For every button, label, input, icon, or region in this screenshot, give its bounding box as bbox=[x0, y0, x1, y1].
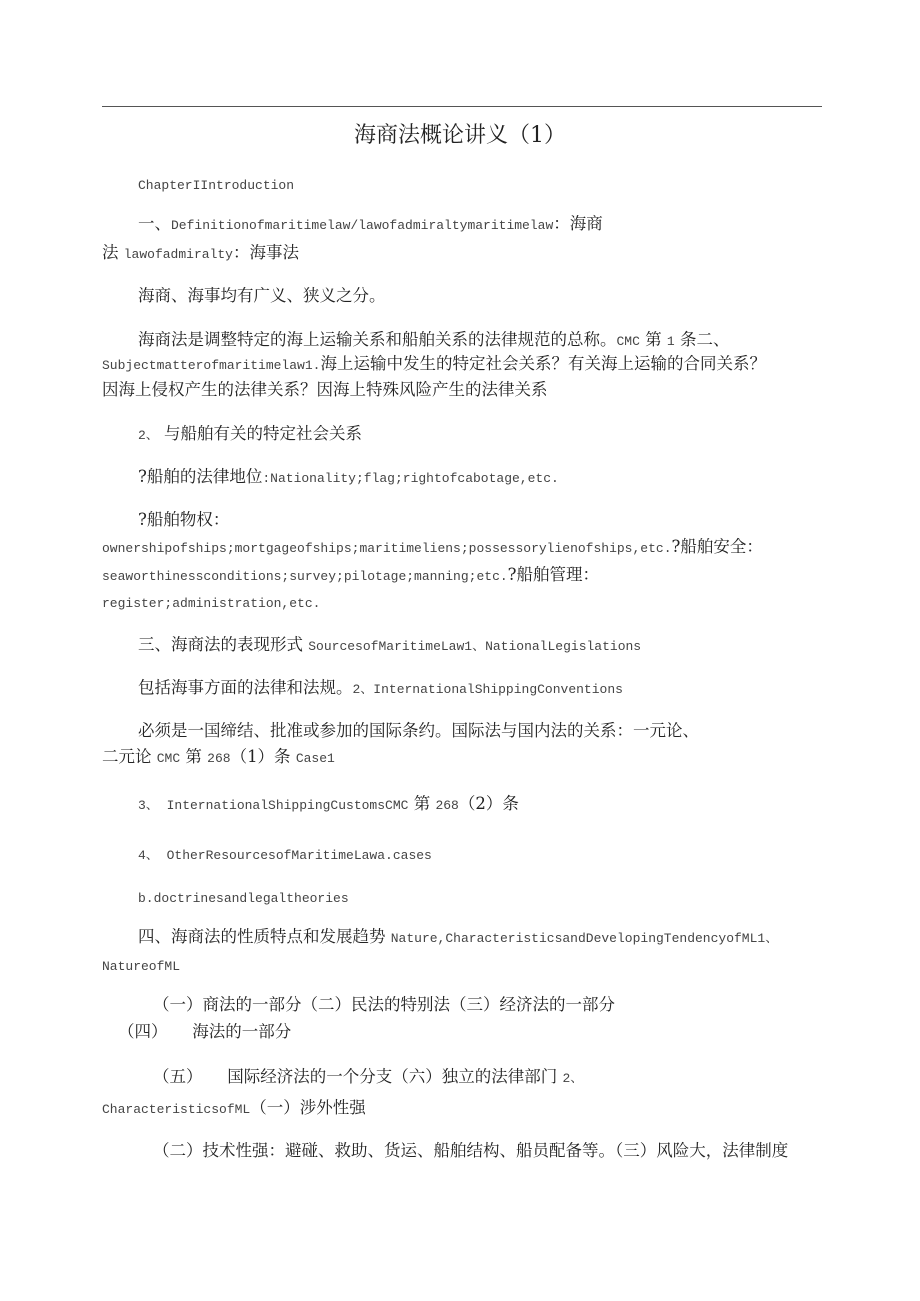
text-line bbox=[138, 329, 729, 353]
text-segment: 四、海商法的性质特点和发展趋势 bbox=[138, 927, 391, 946]
text-segment: 2、InternationalShippingConventions bbox=[352, 682, 623, 697]
text-line bbox=[102, 353, 766, 377]
text-segment: （一）涉外性强 bbox=[250, 1098, 366, 1117]
text-line bbox=[138, 793, 519, 817]
text-segment: 一、 bbox=[138, 214, 171, 233]
text-line bbox=[102, 591, 320, 615]
text-line bbox=[102, 954, 180, 978]
text-line bbox=[138, 926, 778, 950]
text-segment: （四） 海法的一部分 bbox=[118, 1022, 292, 1041]
text-line bbox=[138, 886, 349, 910]
text-line bbox=[102, 536, 763, 560]
text-segment: 海商法是调整特定的海上运输关系和船舶关系的法律规范的总称。 bbox=[138, 330, 617, 349]
text-segment: 2、 bbox=[138, 428, 159, 443]
text-segment: （2）条 bbox=[458, 794, 519, 813]
text-line bbox=[102, 1097, 366, 1121]
text-segment: 3、 InternationalShippingCustomsCMC bbox=[138, 798, 409, 813]
text-segment: ChapterIIntroduction bbox=[138, 178, 295, 193]
text-line bbox=[138, 423, 362, 447]
text-segment: 第 bbox=[408, 794, 436, 813]
text-segment: ?船舶管理： bbox=[507, 565, 600, 584]
text-segment: 海上运输中发生的特定社会关系？有关海上运输的合同关系？ bbox=[320, 354, 766, 373]
text-line bbox=[102, 564, 599, 588]
text-segment: 与船舶有关的特定社会关系 bbox=[158, 424, 363, 443]
text-segment: 因海上侵权产生的法律关系？因海上特殊风险产生的法律关系 bbox=[102, 380, 548, 399]
text-line bbox=[102, 242, 299, 266]
text-line bbox=[138, 213, 603, 237]
text-line bbox=[138, 677, 623, 701]
text-segment: 包括海事方面的法律和法规。 bbox=[138, 678, 353, 697]
text-line bbox=[138, 634, 641, 658]
text-segment: Subjectmatterofmaritimelaw1. bbox=[102, 358, 321, 373]
text-segment: 三、海商法的表现形式 bbox=[138, 635, 309, 654]
text-segment: seaworthinessconditions;survey;pilotage;manning;etc. bbox=[102, 569, 508, 584]
text-segment: ?船舶安全： bbox=[671, 537, 763, 556]
text-line bbox=[102, 746, 335, 770]
text-segment: 必须是一国缔结、批准或参加的国际条约。国际法与国内法的关系：一元论、 bbox=[138, 721, 699, 740]
text-segment: 第 bbox=[639, 330, 667, 349]
text-segment: 第 bbox=[180, 747, 208, 766]
text-segment: （一）商法的一部分（二）民法的特别法（三）经济法的一部分 bbox=[153, 995, 615, 1014]
text-segment: 268 bbox=[207, 751, 231, 766]
text-segment: ：海商 bbox=[553, 214, 603, 233]
text-line bbox=[138, 720, 699, 742]
text-segment: 2、 bbox=[562, 1071, 584, 1086]
text-segment: ownershipofships;mortgageofships;maritimeliens;possessorylienofships,etc. bbox=[102, 541, 672, 556]
text-segment: Definitionofmaritimelaw/lawofadmiraltymaritimelaw bbox=[171, 218, 554, 233]
text-segment: register;administration,etc. bbox=[102, 596, 321, 611]
text-segment: 1 bbox=[666, 334, 675, 349]
text-segment: ?船舶的法律地位 bbox=[138, 467, 263, 486]
text-segment: lawofadmiralty bbox=[123, 247, 233, 262]
text-segment: 海商、海事均有广义、狭义之分。 bbox=[138, 286, 386, 305]
text-segment: SourcesofMaritimeLaw1、NationalLegislations bbox=[308, 639, 642, 654]
text-segment: （1）条 bbox=[230, 747, 296, 766]
header-rule bbox=[102, 106, 822, 107]
text-line bbox=[138, 285, 386, 307]
text-segment: 268 bbox=[435, 798, 459, 813]
text-line bbox=[153, 994, 615, 1016]
text-segment: 4、 OtherResourcesofMaritimeLawa.cases bbox=[138, 848, 432, 863]
document-title: 海商法概论讲义（1） bbox=[354, 123, 566, 148]
text-segment: b.doctrinesandlegaltheories bbox=[138, 891, 349, 906]
text-segment: 法 bbox=[102, 243, 124, 262]
text-segment: NatureofML bbox=[102, 959, 181, 974]
text-segment: CMC bbox=[616, 334, 640, 349]
text-line bbox=[138, 466, 559, 490]
text-line bbox=[138, 173, 294, 197]
text-segment: Nature,CharacteristicsandDevelopingTendencyofML1、 bbox=[390, 931, 779, 946]
text-segment: ?船舶物权： bbox=[138, 510, 230, 529]
text-line bbox=[118, 1021, 291, 1043]
text-line bbox=[138, 843, 432, 867]
text-line bbox=[153, 1140, 788, 1162]
text-segment: ：海事法 bbox=[232, 243, 299, 262]
text-segment: （五） 国际经济法的一个分支（六）独立的法律部门 bbox=[153, 1067, 563, 1086]
text-line bbox=[153, 1066, 583, 1090]
text-line bbox=[138, 509, 229, 531]
text-segment: Case1 bbox=[295, 751, 335, 766]
text-segment: CMC bbox=[156, 751, 181, 766]
text-segment: 二元论 bbox=[102, 747, 157, 766]
text-segment: （二）技术性强：避碰、救助、货运、船舶结构、船员配备等。（三）风险大，法律制度 bbox=[153, 1141, 789, 1160]
text-line bbox=[102, 379, 548, 401]
text-segment: CharacteristicsofML bbox=[102, 1102, 251, 1117]
text-segment: :Nationality;flag;rightofcabotage,etc. bbox=[262, 471, 559, 486]
text-segment: 条二、 bbox=[674, 330, 730, 349]
